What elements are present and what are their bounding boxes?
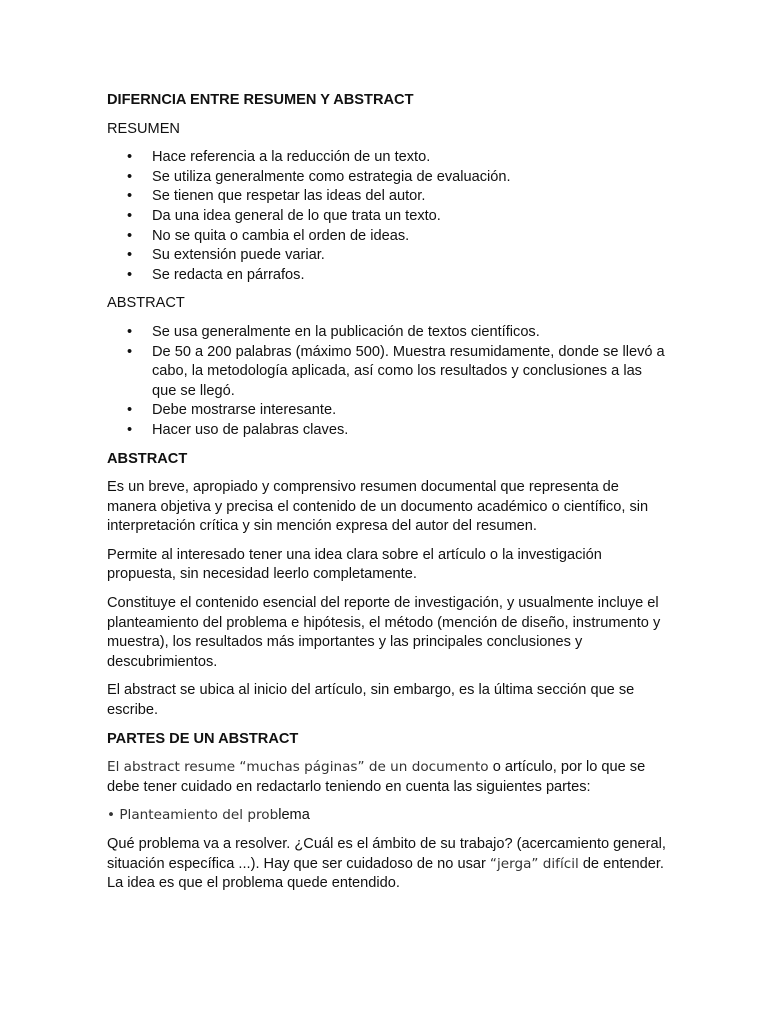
paragraph: Constituye el contenido esencial del reporte de investigación, y usualmente incluye el planteamiento del problema e hipótesis, el método (mención de diseño, instrumento y muestra), los resultados más importantes y las principales conclusiones y descubrimientos. (107, 595, 661, 670)
bullet: • (127, 207, 133, 224)
planteamiento-text (107, 835, 667, 894)
bullet: • (127, 266, 133, 283)
partes-intro-part2: o artículo, por lo que se debe tener cuidado en redactarlo teniendo en cuenta las siguientes partes: (107, 759, 646, 795)
list-item-text: Hacer uso de palabras claves. (152, 421, 349, 438)
list-item-text: De 50 a 200 palabras (máximo 500). Muestra resumidamente, donde se llevó a cabo, la metodología aplicada, así como los resultados y conclusiones a las que se llegó. (152, 343, 665, 399)
list-item (107, 323, 667, 343)
list-item-text: Se tienen que respetar las ideas del autor. (152, 188, 426, 205)
list-item (107, 187, 667, 207)
list-item (107, 343, 667, 402)
partes-intro (107, 758, 667, 797)
planteamiento-text-part1: Qué problema va a resolver. ¿Cuál es el ámbito de su trabajo? (acercamiento general, situación específica ...). Hay que ser cuidadoso de no usar (107, 836, 666, 872)
list-item (107, 266, 667, 286)
bullet: • (127, 247, 133, 264)
abstract-heading: ABSTRACT (107, 450, 188, 467)
list-item-text: Se redacta en párrafos. (152, 266, 305, 283)
abstract-list (107, 323, 667, 441)
bullet: • (127, 421, 133, 438)
paragraph: Permite al interesado tener una idea clara sobre el artículo o la investigación propuesta, sin necesidad leerlo completamente. (107, 546, 602, 583)
list-item (107, 168, 667, 188)
list-item (107, 148, 667, 168)
list-item-text: Se usa generalmente en la publicación de textos científicos. (152, 323, 540, 340)
bullet: • (127, 402, 133, 419)
document-title: DIFERNCIA ENTRE RESUMEN Y ABSTRACT (107, 92, 414, 108)
list-item-text: Se utiliza generalmente como estrategia de evaluación. (152, 168, 511, 185)
bullet: • (127, 188, 133, 205)
list-item (107, 421, 667, 441)
list-item (107, 401, 667, 421)
abstract-label: ABSTRACT (107, 295, 185, 312)
planteamiento-label (107, 806, 667, 826)
list-item-text: No se quita o cambia el orden de ideas. (152, 227, 410, 244)
list-item-text: Hace referencia a la reducción de un texto. (152, 149, 431, 166)
bullet: • (127, 149, 133, 166)
list-item-text: Debe mostrarse interesante. (152, 402, 337, 419)
list-item (107, 227, 667, 247)
resumen-list (107, 148, 667, 285)
list-item-text: Su extensión puede variar. (152, 247, 325, 264)
planteamiento-text-part3: de entender. La idea es que el problema quede entendido. (107, 855, 664, 892)
partes-heading: PARTES DE UN ABSTRACT (107, 730, 299, 747)
document-content (107, 91, 667, 903)
paragraph: Es un breve, apropiado y comprensivo resumen documental que representa de manera objetiva y precisa el contenido de un documento académico o científico, sin interpretación crítica y sin mención expresa del autor del resumen. (107, 479, 649, 535)
bullet: • (127, 323, 133, 340)
paragraph: El abstract se ubica al inicio del artículo, sin embargo, es la última sección que se escribe. (107, 682, 635, 719)
bullet: • (127, 227, 133, 244)
planteamiento-text-part2: “jerga” difícil (489, 855, 579, 872)
bullet: • (127, 168, 133, 185)
resumen-label: RESUMEN (107, 120, 180, 137)
bullet: • (127, 343, 133, 360)
list-item (107, 246, 667, 266)
list-item-text: Da una idea general de lo que trata un texto. (152, 207, 441, 224)
planteamiento-label-part2: lema (278, 807, 310, 824)
planteamiento-label-part1: • Planteamiento del prob (107, 807, 279, 824)
list-item (107, 207, 667, 227)
partes-intro-part1: El abstract resume “muchas páginas” de un documento (107, 759, 489, 776)
